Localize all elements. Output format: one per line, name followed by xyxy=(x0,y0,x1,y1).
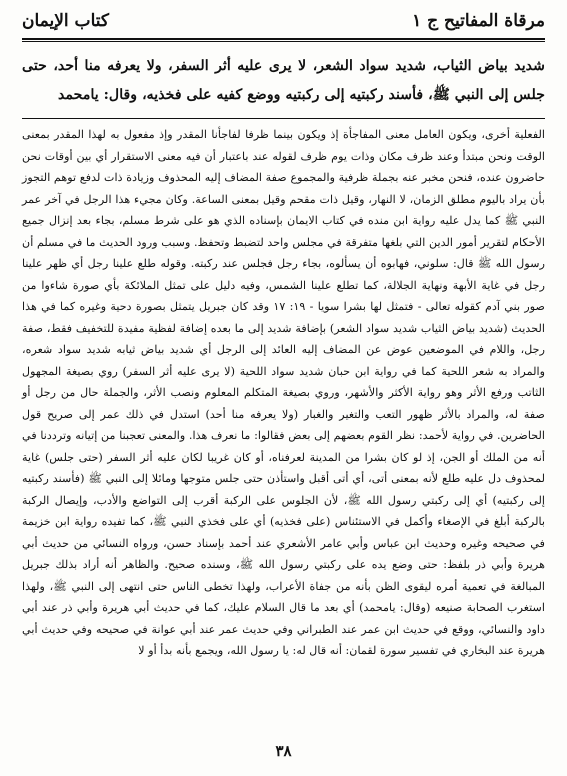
header-rule xyxy=(22,38,545,40)
commentary-paragraph: الفعلية أخرى، ويكون العامل معنى المفاجأة إذ ويكون بينما ظرفا لفاجأنا المقدر وإذ مفعول به لهذا المقدر بمعنى الوقت ونحن مبتدأ وعند ظرف مكان وذات يوم ظرف لقوله عند باعتبار أن فيه معنى الاستقرار أي بين أوقات نحن حاضرون عنده، فنحن مخبر عنه بجملة ظرفية والمجموع صفة المضاف إليه المحذوف وزيادة ذات لدفع توهم التجوز بأن يراد باليوم مطلق الزمان، لا النهار، وقيل ذات مقحم وقيل بمعنى الساعة. وكان مجيء هذا الرجل في آخر عمر النبي ﷺ كما يدل عليه رواية ابن منده في كتاب الايمان بإسناده الذي هو على شرط مسلم، بجاء بعد إنزال جميع الأحكام لتقرير أمور الدين التي بلغها متفرقة في مجلس واحد لتضبط وتحفظ. وسبب ورود الحديث ما في مسلم أن رسول الله ﷺ قال: سلوني، فهابوه أن يسألوه، بجاء رجل فجلس عند ركبته. وقوله طلع علينا رجل أي ظهر علينا رجل في غاية الأبهة ونهاية الجلالة، كما تطلع علينا الشمس، وفيه دليل على تمثل الملائكة بأي صورة شاءوا من صور بني آدم كقوله تعالى - فتمثل لها بشرا سويا - ١٩: ١٧ وقد كان جبريل يتمثل بصورة دحية وغيره كما في هذا الحديث (شديد بياض الثياب شديد سواد الشعر) بإضافة شديد إلى ما بعده إضافة لفظية مفيدة للتخفيف فقط، صفة رجل، واللام في الموضعين عوض عن المضاف إليه العائد إلى الرجل أي شديد بياض ثيابه شديد سواد شعره، والمراد به شعر اللحية كما في رواية ابن حبان شديد سواد اللحية (لا يرى عليه أثر السفر) روي بصيغة المجهول الثاتب ورفع الأثر وهو رواية الأكثر والأشهر، وروي بصيغة المتكلم المعلوم ونصب الأثر، والجملة حال من رجل أو صفة له، والمراد بالأثر ظهور التعب والتغير والغبار (ولا يعرفه منا أحد) استدل في ذلك عمر إلى صريح قول الحاضرين. في رواية لأحمد: نظر القوم بعضهم إلى بعض فقالوا: ما نعرف هذا. والمعنى تعجبنا من إتيانه وترددنا في أنه من الملك أو الجن، إذ لو كان بشرا من المدينة لعرفناه، أو كان غريبا لكان عليه أثر السفر (حتى جلس) غاية لمحذوف دل عليه طلع لأنه بمعنى أتى، أي أتى أقبل واستأذن حتى جلس متوجها ومائلا إلى النبي ﷺ (فأسند ركبتيه إلى ركبتيه) أي إلى ركبتي رسول الله ﷺ، لأن الجلوس على الركبة أقرب إلى التواضع والأدب، وإيصال الركبة بالركبة أبلغ في الإصغاء وأكمل في الاستئناس (على فخذيه) أي على فخذي النبي ﷺ، كما تفيده رواية ابن خزيمة في صحيحه وغيره وحديث ابن عباس وأبي عامر الأشعري عند أحمد بإسناد حسن، ورواه النسائي من حديث أبي هريرة وأبي ذر بلفظ: حتى وضع يده على ركبتي رسول الله ﷺ، وسنده صحيح. والظاهر أنه أراد بذلك جبريل المبالغة في تعمية أمره ليقوى الظن بأنه من جفاة الأعراب، ولهذا تخطى الناس حتى انتهى إلى النبي ﷺ، ولهذا استغرب الصحابة صنيعه (وقال: يامحمد) أي بعد ما قال السلام عليك، كما في حديث أبي هريرة وأبي ذر عند أبي داود والنسائي، ووقع في حديث ابن عمر عند الطبراني وفي حديث عمر عند أبي عوانة في صحيحه وفي حديث أبي هريرة عند البخاري في تفسير سورة لقمان: أنه قال له: يا رسول الله، ويجمع بأنه بدأ أو لا xyxy=(22,128,546,657)
hadith-text: شديد بياض الثياب، شديد سواد الشعر، لا يرى عليه أثر السفر، ولا يعرفه منا أحد، حتى جلس إلى النبي ﷺ، فأسند ركبتيه إلى ركبتيه ووضع كفيه على فخذيه، وقال: يامحمد xyxy=(22,58,545,103)
header-rule-thin xyxy=(22,41,545,42)
commentary xyxy=(22,124,545,662)
text-separator xyxy=(22,118,545,119)
page-header xyxy=(22,6,545,36)
chapter-title: كتاب الإيمان xyxy=(22,11,109,31)
book-title: مرقاة المفاتيح ج ١ xyxy=(412,11,545,31)
page-number: ٣٨ xyxy=(275,742,292,760)
